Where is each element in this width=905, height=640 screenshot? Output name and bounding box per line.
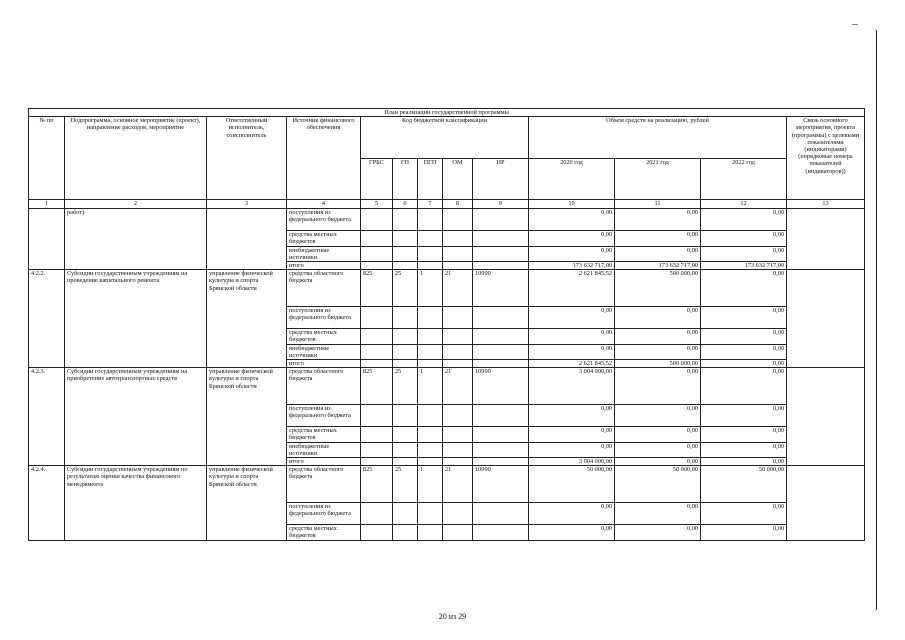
- cell-source: поступления из федерального бюджета: [287, 503, 361, 525]
- cell-source: средства областного бюджета: [287, 466, 361, 503]
- cell-2020: 2 621 845,52: [529, 270, 615, 307]
- cell-source: внебюджетные источники: [287, 246, 361, 261]
- cell-2022: 0,00: [701, 442, 787, 457]
- cell-2020: 0,00: [529, 405, 615, 427]
- col-number: 2: [65, 200, 207, 209]
- cell-pgp: 1: [418, 270, 443, 307]
- cell-2020: 0,00: [529, 329, 615, 344]
- cell-program: работ): [65, 209, 207, 270]
- col-number: 8: [443, 200, 473, 209]
- cell-num: 4.2.3.: [29, 368, 65, 466]
- col-number: 7: [418, 200, 443, 209]
- cell-2021: 0,00: [615, 209, 701, 231]
- cell-2020: 0,00: [529, 209, 615, 231]
- col-number: 12: [701, 200, 787, 209]
- cell-2022: 0,00: [701, 458, 787, 466]
- cell-nr: 10990: [473, 270, 529, 307]
- cell-2021: 0,00: [615, 307, 701, 329]
- cell-2020: 3 004 000,00: [529, 368, 615, 405]
- cell-2021: 500 000,00: [615, 360, 701, 368]
- cell-2022: 0,00: [701, 209, 787, 231]
- cell-responsible: [207, 209, 287, 270]
- plan-table-sheet: [28, 108, 864, 541]
- col-head-volume: Объем средств на реализацию, рублей: [529, 117, 787, 159]
- cell-2020: 0,00: [529, 307, 615, 329]
- cell-2021: 0,00: [615, 344, 701, 359]
- col-number: 6: [393, 200, 418, 209]
- cell-2021: 500 000,00: [615, 270, 701, 307]
- cell-2022: 0,00: [701, 368, 787, 405]
- cell-responsible: управление физической культуры и спорта Брянской области: [207, 466, 287, 540]
- cell-grbs: 825: [361, 368, 393, 405]
- cell-source: средства местных бюджетов: [287, 525, 361, 540]
- cell-2021: 0,00: [615, 503, 701, 525]
- cell-2022: 0,00: [701, 405, 787, 427]
- cell-program: Субсидии государственным учреждениям по результатам оценки качества финансового менеджмента: [65, 466, 207, 540]
- col-head-link: Связь основного мероприятия, проекта (программы) с целевыми показателями (индикаторами) (порядковые номера показателей (индикаторов)): [787, 117, 865, 200]
- cell-pgp: 1: [418, 466, 443, 503]
- scan-mark: [852, 24, 858, 25]
- cell-link: [787, 209, 865, 270]
- cell-responsible: управление физической культуры и спорта Брянской области: [207, 270, 287, 368]
- col-head-program: Подпрограмма, основное мероприятие (проект), направление расходов, мероприятие: [65, 117, 207, 200]
- col-number: 5: [361, 200, 393, 209]
- col-head-responsible: Ответственный исполнитель, соисполнитель: [207, 117, 287, 200]
- cell-2020: 0,00: [529, 231, 615, 246]
- cell-2022: 0,00: [701, 231, 787, 246]
- cell-2020: 2 621 845,52: [529, 360, 615, 368]
- col-head-gp: ГП: [393, 158, 418, 200]
- cell-om: 21: [443, 270, 473, 307]
- table-row: [29, 466, 865, 503]
- cell-2022: 0,00: [701, 246, 787, 261]
- cell-grbs: 825: [361, 466, 393, 503]
- col-number: 11: [615, 200, 701, 209]
- cell-2020: 0,00: [529, 246, 615, 261]
- cell-2021: 0,00: [615, 329, 701, 344]
- col-head-nr: НР: [473, 158, 529, 200]
- cell-num: 4.2.4.: [29, 466, 65, 540]
- cell-source: средства местных бюджетов: [287, 231, 361, 246]
- col-head-budget-code: Код бюджетной классификации: [361, 117, 529, 159]
- page-number: 20 из 29: [438, 612, 467, 621]
- cell-2022: 0,00: [701, 270, 787, 307]
- cell-num: [29, 209, 65, 270]
- cell-source: итого: [287, 262, 361, 270]
- cell-2021: 0,00: [615, 246, 701, 261]
- cell-2021: 0,00: [615, 525, 701, 540]
- cell-2021: 0,00: [615, 442, 701, 457]
- cell-program: Субсидии государственным учреждениям на проведение капитального ремонта: [65, 270, 207, 368]
- cell-2021: 0,00: [615, 427, 701, 442]
- cell-source: средства местных бюджетов: [287, 329, 361, 344]
- cell-2021: 0,00: [615, 368, 701, 405]
- col-head-grbs: ГРБС: [361, 158, 393, 200]
- cell-source: поступления из федерального бюджета: [287, 209, 361, 231]
- cell-source: внебюджетные источники: [287, 442, 361, 457]
- plan-title: План реализации государственной программы: [29, 109, 865, 117]
- col-number: 10: [529, 200, 615, 209]
- col-head-om: ОМ: [443, 158, 473, 200]
- cell-2022: 0,00: [701, 344, 787, 359]
- cell-gp: 25: [393, 466, 418, 503]
- cell-program: Субсидии государственным учреждениям на приобретение автотранспортных средств: [65, 368, 207, 466]
- cell-grbs: 825: [361, 270, 393, 307]
- col-number: 4: [287, 200, 361, 209]
- cell-2020: 0,00: [529, 427, 615, 442]
- cell-2020: 3 004 000,00: [529, 458, 615, 466]
- cell-source: поступления из федерального бюджета: [287, 307, 361, 329]
- cell-2020: 0,00: [529, 503, 615, 525]
- cell-2020: 0,00: [529, 525, 615, 540]
- cell-nr: 10990: [473, 368, 529, 405]
- cell-source: средства местных бюджетов: [287, 427, 361, 442]
- cell-2022: 0,00: [701, 427, 787, 442]
- col-head-pgp: ПГП: [418, 158, 443, 200]
- cell-2020: 0,00: [529, 442, 615, 457]
- cell-2022: 50 000,00: [701, 466, 787, 503]
- cell-2020: 0,00: [529, 344, 615, 359]
- cell-source: внебюджетные источники: [287, 344, 361, 359]
- cell-om: 21: [443, 466, 473, 503]
- table-row: [29, 209, 865, 231]
- table-row: [29, 368, 865, 405]
- col-head-num: № пп: [29, 117, 65, 200]
- cell-source: итого: [287, 458, 361, 466]
- cell-2020: 50 000,00: [529, 466, 615, 503]
- cell-2022: 0,00: [701, 329, 787, 344]
- col-head-2022: 2022 год: [701, 158, 787, 200]
- col-number: 9: [473, 200, 529, 209]
- cell-2021: 50 000,00: [615, 466, 701, 503]
- cell-2021: 0,00: [615, 405, 701, 427]
- cell-gp: 25: [393, 270, 418, 307]
- cell-source: итого: [287, 360, 361, 368]
- cell-source: средства областного бюджета: [287, 270, 361, 307]
- plan-table: [28, 108, 865, 541]
- cell-source: средства областного бюджета: [287, 368, 361, 405]
- cell-2021: 173 632 717,00: [615, 262, 701, 270]
- table-row: [29, 270, 865, 307]
- col-number: 13: [787, 200, 865, 209]
- cell-gp: 25: [393, 368, 418, 405]
- col-head-2021: 2021 год: [615, 158, 701, 200]
- cell-2021: 0,00: [615, 231, 701, 246]
- cell-pgp: 1: [418, 368, 443, 405]
- cell-2020: 173 632 717,00: [529, 262, 615, 270]
- col-head-2020: 2020 год: [529, 158, 615, 200]
- cell-2022: 0,00: [701, 307, 787, 329]
- col-number: 1: [29, 200, 65, 209]
- cell-2022: 173 632 717,00: [701, 262, 787, 270]
- scan-edge-line: [876, 30, 877, 610]
- cell-2021: 0,00: [615, 458, 701, 466]
- cell-link: [787, 270, 865, 368]
- cell-link: [787, 368, 865, 466]
- cell-om: 21: [443, 368, 473, 405]
- cell-2022: 0,00: [701, 503, 787, 525]
- cell-source: поступления из федерального бюджета: [287, 405, 361, 427]
- cell-responsible: управление физической культуры и спорта Брянской области: [207, 368, 287, 466]
- cell-nr: 10990: [473, 466, 529, 503]
- cell-num: 4.2.2.: [29, 270, 65, 368]
- col-number: 3: [207, 200, 287, 209]
- cell-2022: 0,00: [701, 525, 787, 540]
- cell-link: [787, 466, 865, 540]
- cell-2022: 0,00: [701, 360, 787, 368]
- col-head-source: Источник финансового обеспечения: [287, 117, 361, 200]
